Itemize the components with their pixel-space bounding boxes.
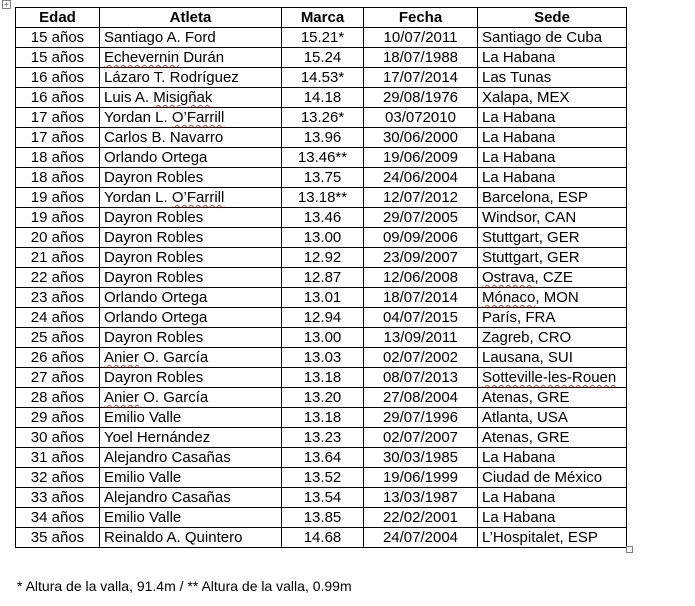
- athlete-cell: Dayron Robles: [100, 248, 282, 268]
- date-cell: 04/07/2015: [364, 308, 478, 328]
- date-cell: 02/07/2007: [364, 428, 478, 448]
- table-row: [16, 148, 627, 168]
- age-cell: 33 años: [16, 488, 100, 508]
- table-row: [16, 128, 627, 148]
- age-cell: 30 años: [16, 428, 100, 448]
- venue-cell: Lausana, SUI: [478, 348, 627, 368]
- date-cell: 03/072010: [364, 108, 478, 128]
- venue-cell: La Habana: [478, 148, 627, 168]
- spelling-flag: Sotteville-les-Rouen: [482, 369, 617, 386]
- athlete-cell: Alejandro Casañas: [100, 448, 282, 468]
- age-cell: 25 años: [16, 328, 100, 348]
- athlete-cell: Dayron Robles: [100, 228, 282, 248]
- table-row: [16, 208, 627, 228]
- date-cell: 30/06/2000: [364, 128, 478, 148]
- mark-cell: 13.64: [282, 448, 364, 468]
- date-cell: 24/06/2004: [364, 168, 478, 188]
- table-row: [16, 428, 627, 448]
- header-atleta: Atleta: [100, 8, 282, 28]
- mark-cell: 12.87: [282, 268, 364, 288]
- date-cell: 18/07/2014: [364, 288, 478, 308]
- mark-cell: 13.46**: [282, 148, 364, 168]
- mark-cell: 13.18: [282, 368, 364, 388]
- table-row: [16, 288, 627, 308]
- age-cell: 28 años: [16, 388, 100, 408]
- athlete-cell: Alejandro Casañas: [100, 488, 282, 508]
- table-row: [16, 468, 627, 488]
- athlete-cell: Orlando Ortega: [100, 308, 282, 328]
- date-cell: 08/07/2013: [364, 368, 478, 388]
- footnote: * Altura de la valla, 91.4m / ** Altura de la valla, 0.99m: [17, 578, 352, 594]
- venue-cell: La Habana: [478, 48, 627, 68]
- date-cell: 22/02/2001: [364, 508, 478, 528]
- athlete-cell: Yordan L. O’Farrill: [100, 108, 282, 128]
- venue-cell: Windsor, CAN: [478, 208, 627, 228]
- date-cell: 17/07/2014: [364, 68, 478, 88]
- athlete-cell: Luis A. Misigñak: [100, 88, 282, 108]
- athlete-cell: Dayron Robles: [100, 368, 282, 388]
- table-row: [16, 308, 627, 328]
- athlete-cell: Dayron Robles: [100, 328, 282, 348]
- table-row: [16, 408, 627, 428]
- mark-cell: 13.00: [282, 228, 364, 248]
- spelling-flag: Anier: [104, 389, 140, 406]
- age-cell: 22 años: [16, 268, 100, 288]
- mark-cell: 12.92: [282, 248, 364, 268]
- records-table: [15, 7, 627, 548]
- athlete-cell: Orlando Ortega: [100, 288, 282, 308]
- spelling-flag: Misigñak: [153, 89, 213, 106]
- athlete-cell: Emilio Valle: [100, 468, 282, 488]
- venue-cell: Mónaco, MON: [478, 288, 627, 308]
- spelling-flag: O’Farrill: [171, 189, 225, 206]
- date-cell: 13/03/1987: [364, 488, 478, 508]
- table-resize-handle[interactable]: [626, 546, 633, 553]
- venue-cell: Stuttgart, GER: [478, 228, 627, 248]
- age-cell: 15 años: [16, 48, 100, 68]
- header-sede: Sede: [478, 8, 627, 28]
- table-row: [16, 108, 627, 128]
- date-cell: 09/09/2006: [364, 228, 478, 248]
- athlete-cell: Reinaldo A. Quintero: [100, 528, 282, 548]
- date-cell: 13/09/2011: [364, 328, 478, 348]
- venue-cell: La Habana: [478, 108, 627, 128]
- mark-cell: 13.20: [282, 388, 364, 408]
- spelling-flag: Echevernin: [104, 49, 180, 66]
- date-cell: 02/07/2002: [364, 348, 478, 368]
- date-cell: 12/06/2008: [364, 268, 478, 288]
- table-row: [16, 168, 627, 188]
- venue-cell: [478, 368, 627, 388]
- venue-cell: La Habana: [478, 508, 627, 528]
- table-row: [16, 228, 627, 248]
- table-row: [16, 188, 627, 208]
- table-row: [16, 248, 627, 268]
- records-body: [16, 28, 627, 548]
- venue-cell: La Habana: [478, 488, 627, 508]
- athlete-cell: Carlos B. Navarro: [100, 128, 282, 148]
- date-cell: 29/08/1976: [364, 88, 478, 108]
- table-row: [16, 68, 627, 88]
- age-cell: 29 años: [16, 408, 100, 428]
- age-cell: 21 años: [16, 248, 100, 268]
- date-cell: 23/09/2007: [364, 248, 478, 268]
- age-cell: 16 años: [16, 88, 100, 108]
- age-cell: 23 años: [16, 288, 100, 308]
- mark-cell: 13.46: [282, 208, 364, 228]
- age-cell: 32 años: [16, 468, 100, 488]
- age-cell: 20 años: [16, 228, 100, 248]
- age-cell: 24 años: [16, 308, 100, 328]
- mark-cell: 13.26*: [282, 108, 364, 128]
- mark-cell: 13.23: [282, 428, 364, 448]
- mark-cell: 13.75: [282, 168, 364, 188]
- date-cell: 10/07/2011: [364, 28, 478, 48]
- table-row: [16, 268, 627, 288]
- table-row: [16, 508, 627, 528]
- date-cell: 19/06/2009: [364, 148, 478, 168]
- athlete-cell: Emilio Valle: [100, 408, 282, 428]
- venue-cell: La Habana: [478, 448, 627, 468]
- spelling-flag: O’Farrill: [171, 109, 225, 126]
- spelling-flag: Mónaco: [482, 289, 536, 306]
- venue-cell: La Habana: [478, 128, 627, 148]
- venue-cell: Atenas, GRE: [478, 388, 627, 408]
- age-cell: 35 años: [16, 528, 100, 548]
- spelling-flag: Ostrava: [482, 269, 535, 286]
- table-row: [16, 488, 627, 508]
- date-cell: 24/07/2004: [364, 528, 478, 548]
- mark-cell: 13.18**: [282, 188, 364, 208]
- venue-cell: Xalapa, MEX: [478, 88, 627, 108]
- mark-cell: 14.53*: [282, 68, 364, 88]
- date-cell: 12/07/2012: [364, 188, 478, 208]
- age-cell: 17 años: [16, 108, 100, 128]
- age-cell: 27 años: [16, 368, 100, 388]
- athlete-cell: Anier O. García: [100, 348, 282, 368]
- athlete-cell: Emilio Valle: [100, 508, 282, 528]
- age-cell: 26 años: [16, 348, 100, 368]
- mark-cell: 13.54: [282, 488, 364, 508]
- age-cell: 18 años: [16, 168, 100, 188]
- header-row: [16, 8, 627, 28]
- age-cell: 19 años: [16, 188, 100, 208]
- header-fecha: Fecha: [364, 8, 478, 28]
- table-row: [16, 528, 627, 548]
- table-move-handle[interactable]: +: [2, 0, 11, 9]
- venue-cell: Ciudad de México: [478, 468, 627, 488]
- mark-cell: 13.03: [282, 348, 364, 368]
- mark-cell: 15.21*: [282, 28, 364, 48]
- age-cell: 34 años: [16, 508, 100, 528]
- date-cell: 29/07/1996: [364, 408, 478, 428]
- venue-cell: Atlanta, USA: [478, 408, 627, 428]
- mark-cell: 13.00: [282, 328, 364, 348]
- age-cell: 15 años: [16, 28, 100, 48]
- venue-cell: Barcelona, ESP: [478, 188, 627, 208]
- athlete-cell: Dayron Robles: [100, 268, 282, 288]
- venue-cell: Ostrava, CZE: [478, 268, 627, 288]
- mark-cell: 14.68: [282, 528, 364, 548]
- mark-cell: 15.24: [282, 48, 364, 68]
- mark-cell: 12.94: [282, 308, 364, 328]
- athlete-cell: Echevernin Durán: [100, 48, 282, 68]
- athlete-cell: Anier O. García: [100, 388, 282, 408]
- table-row: [16, 88, 627, 108]
- age-cell: 17 años: [16, 128, 100, 148]
- age-cell: 19 años: [16, 208, 100, 228]
- table-row: [16, 328, 627, 348]
- athlete-cell: Lázaro T. Rodríguez: [100, 68, 282, 88]
- athlete-cell: Yoel Hernández: [100, 428, 282, 448]
- table-row: [16, 348, 627, 368]
- athlete-cell: Orlando Ortega: [100, 148, 282, 168]
- athlete-cell: Dayron Robles: [100, 208, 282, 228]
- table-row: [16, 388, 627, 408]
- age-cell: 16 años: [16, 68, 100, 88]
- venue-cell: L’Hospitalet, ESP: [478, 528, 627, 548]
- table-row: [16, 28, 627, 48]
- venue-cell: Zagreb, CRO: [478, 328, 627, 348]
- venue-cell: Santiago de Cuba: [478, 28, 627, 48]
- age-cell: 18 años: [16, 148, 100, 168]
- venue-cell: Las Tunas: [478, 68, 627, 88]
- mark-cell: 13.52: [282, 468, 364, 488]
- table-row: [16, 448, 627, 468]
- mark-cell: 13.18: [282, 408, 364, 428]
- mark-cell: 14.18: [282, 88, 364, 108]
- venue-cell: La Habana: [478, 168, 627, 188]
- mark-cell: 13.01: [282, 288, 364, 308]
- table-row: [16, 48, 627, 68]
- athlete-cell: Yordan L. O’Farrill: [100, 188, 282, 208]
- venue-cell: Stuttgart, GER: [478, 248, 627, 268]
- date-cell: 30/03/1985: [364, 448, 478, 468]
- athlete-cell: Santiago A. Ford: [100, 28, 282, 48]
- date-cell: 18/07/1988: [364, 48, 478, 68]
- mark-cell: 13.96: [282, 128, 364, 148]
- age-cell: 31 años: [16, 448, 100, 468]
- athlete-cell: Dayron Robles: [100, 168, 282, 188]
- header-edad: Edad: [16, 8, 100, 28]
- date-cell: 27/08/2004: [364, 388, 478, 408]
- date-cell: 29/07/2005: [364, 208, 478, 228]
- venue-cell: Atenas, GRE: [478, 428, 627, 448]
- date-cell: 19/06/1999: [364, 468, 478, 488]
- table-row: [16, 368, 627, 388]
- venue-cell: París, FRA: [478, 308, 627, 328]
- mark-cell: 13.85: [282, 508, 364, 528]
- spelling-flag: Anier: [104, 349, 140, 366]
- header-marca: Marca: [282, 8, 364, 28]
